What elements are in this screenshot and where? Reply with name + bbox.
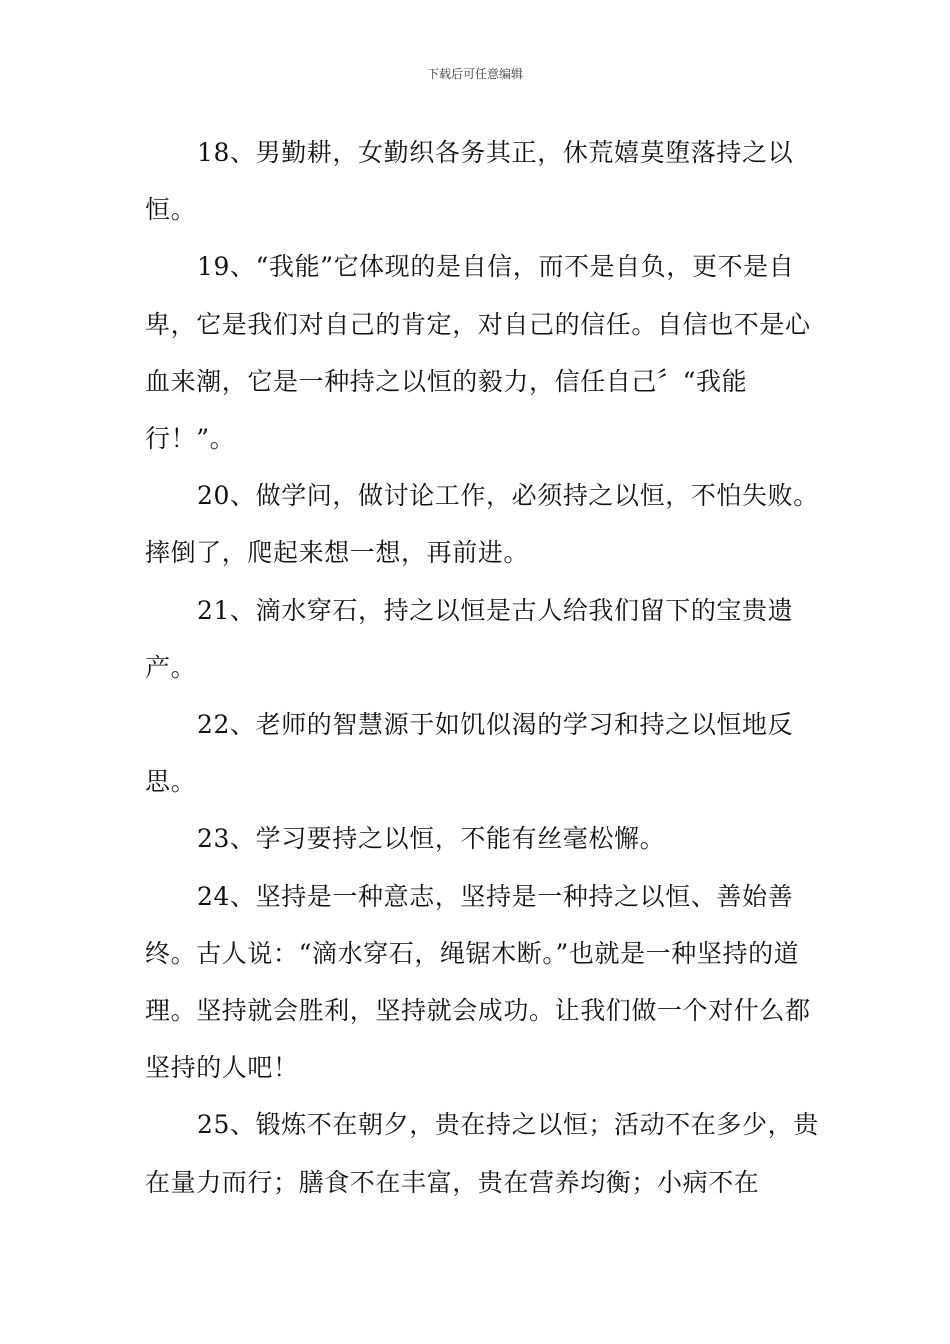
paragraph-19: 19、“我能”它体现的是自信，而不是自负，更不是自卑，它是我们对自己的肯定，对自己的信任。自信也不是心血来潮，它是一种持之以恒的毅力，信任自己〞“我能行！”。 (145, 252, 811, 454)
paragraph-18: 18、男勤耕，女勤织各务其正，休荒嬉莫堕落持之以恒。 (145, 138, 794, 225)
paragraph-21: 21、滴水穿石，持之以恒是古人给我们留下的宝贵遗产。 (145, 595, 794, 682)
paragraph-22: 22、老师的智慧源于如饥似渴的学习和持之以恒地反思。 (145, 710, 794, 797)
page-header: 下载后可任意编辑 (426, 67, 523, 81)
document-body (145, 124, 825, 1211)
paragraph-25: 25、锻炼不在朝夕，贵在持之以恒；活动不在多少，贵在量力而行；膳食不在丰富，贵在营养均衡；小病不在 (145, 1110, 819, 1197)
paragraph-20: 20、做学问，做讨论工作，必须持之以恒，不怕失败。摔倒了，爬起来想一想，再前进。 (145, 481, 819, 568)
paragraph-24: 24、坚持是一种意志，坚持是一种持之以恒、善始善终。古人说：“滴水穿石，绳锯木断。”也就是一种坚持的道理。坚持就会胜利，坚持就会成功。让我们做一个对什么都坚持的人吧！ (145, 881, 811, 1083)
paragraph-23: 23、学习要持之以恒，不能有丝毫松懈。 (197, 824, 666, 854)
